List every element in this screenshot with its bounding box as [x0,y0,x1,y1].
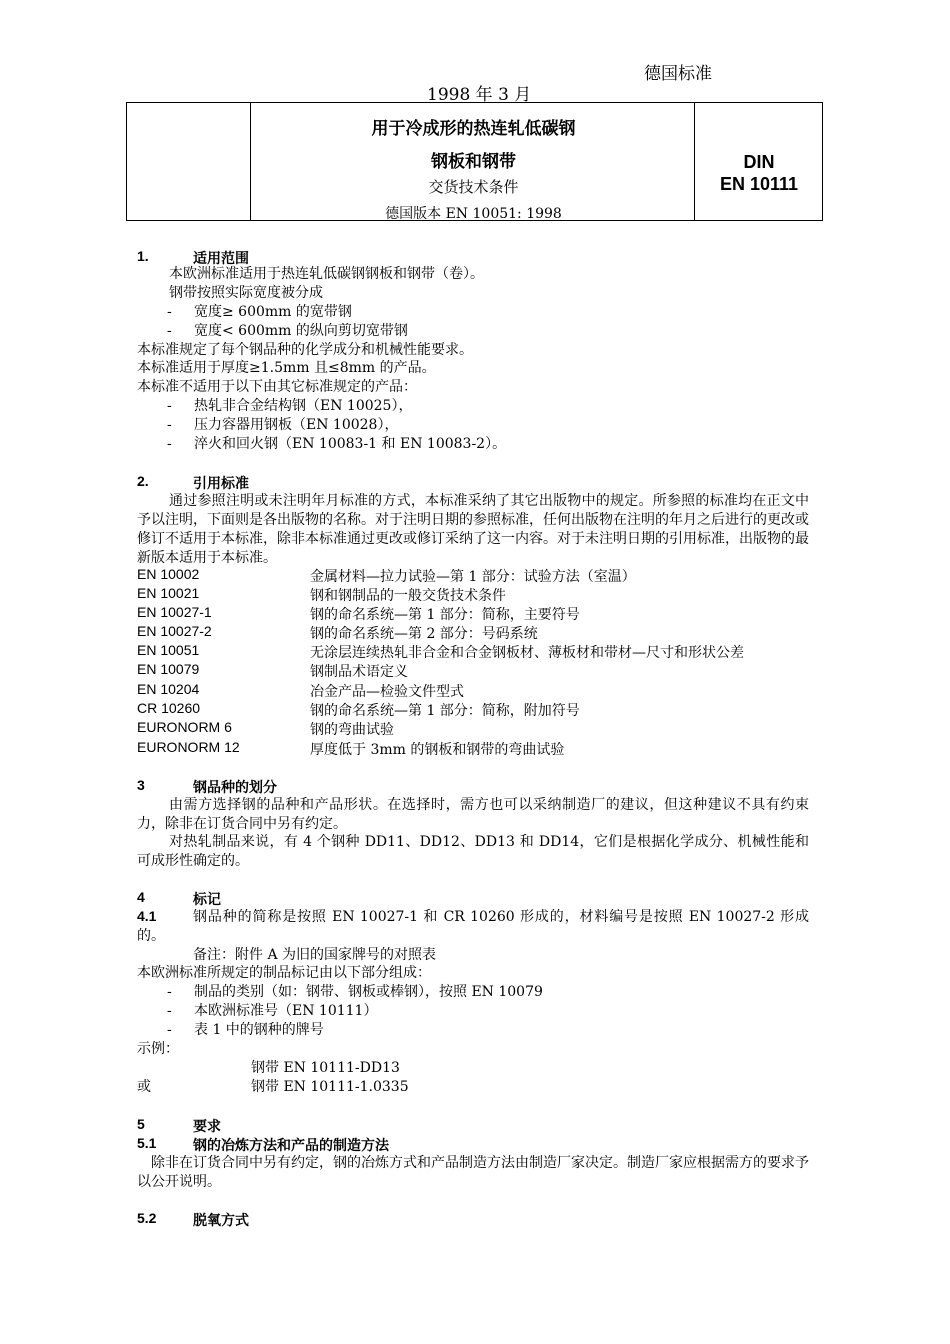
ref-code: EN 10027-1 [137,604,212,620]
s1-paragraph-4: 本标准适用于厚度≥1.5mm 且≤8mm 的产品。 [137,360,436,376]
example-1: 钢带 EN 10111-DD13 [251,1060,400,1076]
s1-paragraph-1: 本欧洲标准适用于热连轧低碳钢钢板和钢带（卷）。 [169,266,484,282]
s4-list-item-3: 表 1 中的钢种的牌号 [194,1022,324,1038]
header-box [126,102,823,221]
german-version: 德国版本 EN 10051: 1998 [385,206,562,222]
din-cell [694,103,822,220]
subsection-5-2-title: 脱氧方式 [193,1212,249,1228]
s1-list2-item-1: 热轧非合金结构钢（EN 10025）， [194,398,413,414]
ref-title: 厚度低于 3mm 的钢板和钢带的弯曲试验 [310,742,565,758]
s1-paragraph-2: 钢带按照实际宽度被分成 [169,285,323,301]
subsection-5-1-title: 钢的冶炼方法和产品的制造方法 [193,1137,389,1153]
ref-title: 无涂层连续热轧非合金和合金钢板材、薄板材和带材—尺寸和形状公差 [310,645,744,661]
subsection-5-2-number: 5.2 [137,1210,157,1226]
ref-code: EN 10002 [137,566,200,582]
list-bullet: - [167,323,172,339]
example-label: 示例： [137,1041,179,1057]
s1-list1-item-2: 宽度< 600mm 的纵向剪切宽带钢 [194,323,408,339]
section-4-title: 标记 [193,891,221,907]
document-category: 德国标准 [644,64,712,84]
header-logo-cell [127,103,251,220]
ref-title: 钢的弯曲试验 [310,722,394,738]
s4-paragraph-1: 钢品种的简称是按照 EN 10027-1 和 CR 10260 形成的，材料编号是按照 EN 10027-2 形成的。 [137,909,809,944]
section-4-number: 4 [137,889,145,905]
list-bullet: - [167,304,172,320]
ref-title: 金属材料—拉力试验—第 1 部分：试验方法（室温） [310,569,636,585]
ref-title: 冶金产品—检验文件型式 [310,684,464,700]
ref-code: EN 10051 [137,642,200,658]
subsection-4-1-number: 4.1 [137,908,157,924]
ref-title: 钢和钢制品的一般交货技术条件 [310,588,506,604]
or-label: 或 [137,1079,151,1095]
ref-code: CR 10260 [137,700,201,716]
list-bullet: - [167,417,172,433]
example-2: 钢带 EN 10111-1.0335 [251,1079,409,1095]
section-5-title: 要求 [193,1118,221,1134]
s3-paragraph-1: 由需方选择钢的品种和产品形状。在选择时，需方也可以采纳制造厂的建议，但这种建议不具有约束力，除非在订货合同中另有约定。 [137,797,809,832]
title-line-1: 用于冷成形的热连轧低碳钢 [371,119,576,138]
section-5-number: 5 [137,1116,145,1132]
section-3-number: 3 [137,777,145,793]
ref-title: 钢的命名系统—第 2 部分：号码系统 [310,626,538,642]
title-line-2: 钢板和钢带 [431,152,516,171]
publication-date: 1998 年 3 月 [427,85,532,105]
s1-list1-item-1: 宽度≥ 600mm 的宽带钢 [194,304,352,320]
ref-code: EN 10079 [137,661,200,677]
s1-paragraph-5: 本标准不适用于以下由其它标准规定的产品： [137,379,417,395]
section-2-title: 引用标准 [193,475,249,491]
section-3-title: 钢品种的划分 [193,779,277,795]
s1-list2-item-3: 淬火和回火钢（EN 10083-1 和 EN 10083-2）。 [194,436,507,452]
s4-note: 备注：附件 A 为旧的国家牌号的对照表 [193,947,437,963]
ref-title: 钢制品术语定义 [310,664,408,680]
section-2-number: 2. [137,473,149,489]
en-number: EN 10111 [719,174,799,194]
ref-code: EN 10027-2 [137,623,212,639]
s1-paragraph-3: 本标准规定了每个钢品种的化学成分和机械性能要求。 [137,342,473,358]
ref-code: EN 10204 [137,681,200,697]
subtitle: 交货技术条件 [428,178,519,196]
section-1-number: 1. [137,248,149,264]
s5-paragraph-1: 除非在订货合同中另有约定，钢的冶炼方式和产品制造方法由制造厂家决定。制造厂家应根据需方的要求予以公开说明。 [137,1155,809,1190]
list-bullet: - [167,436,172,452]
ref-code: EN 10021 [137,585,200,601]
s1-list2-item-2: 压力容器用钢板（EN 10028）， [194,417,399,433]
list-bullet: - [167,398,172,414]
s2-paragraph-1: 通过参照注明或未注明年月标准的方式，本标准采纳了其它出版物中的规定。所参照的标准均在正文中予以注明，下面则是各出版物的名称。对于注明日期的参照标准，任何出版物在注明的年月之后进行的更改或修订不适用于本标准，除非本标准通过更改或修订采纳了这一内容。对于未注明日期的引用标准，出版物的最新版本适用于本标准。 [137,493,809,566]
section-1-title: 适用范围 [193,250,249,266]
s3-paragraph-2: 对热轧制品来说，有 4 个钢种 DD11、DD12、DD13 和 DD14，它们是根据化学成分、机械性能和可成形性确定的。 [137,834,809,869]
subsection-5-1-number: 5.1 [137,1135,157,1151]
list-bullet: - [167,984,172,1000]
s4-paragraph-2: 本欧洲标准所规定的制品标记由以下部分组成： [137,965,431,981]
ref-title: 钢的命名系统—第 1 部分：简称，主要符号 [310,607,580,623]
s4-list-item-1: 制品的类别（如：钢带、钢板或棒钢），按照 EN 10079 [194,984,543,1000]
s4-list-item-2: 本欧洲标准号（EN 10111） [194,1003,378,1019]
ref-code: EURONORM 6 [137,719,232,735]
din-label: DIN [743,152,775,172]
ref-title: 钢的命名系统—第 1 部分：简称，附加符号 [310,703,580,719]
ref-code: EURONORM 12 [137,739,240,755]
list-bullet: - [167,1022,172,1038]
list-bullet: - [167,1003,172,1019]
